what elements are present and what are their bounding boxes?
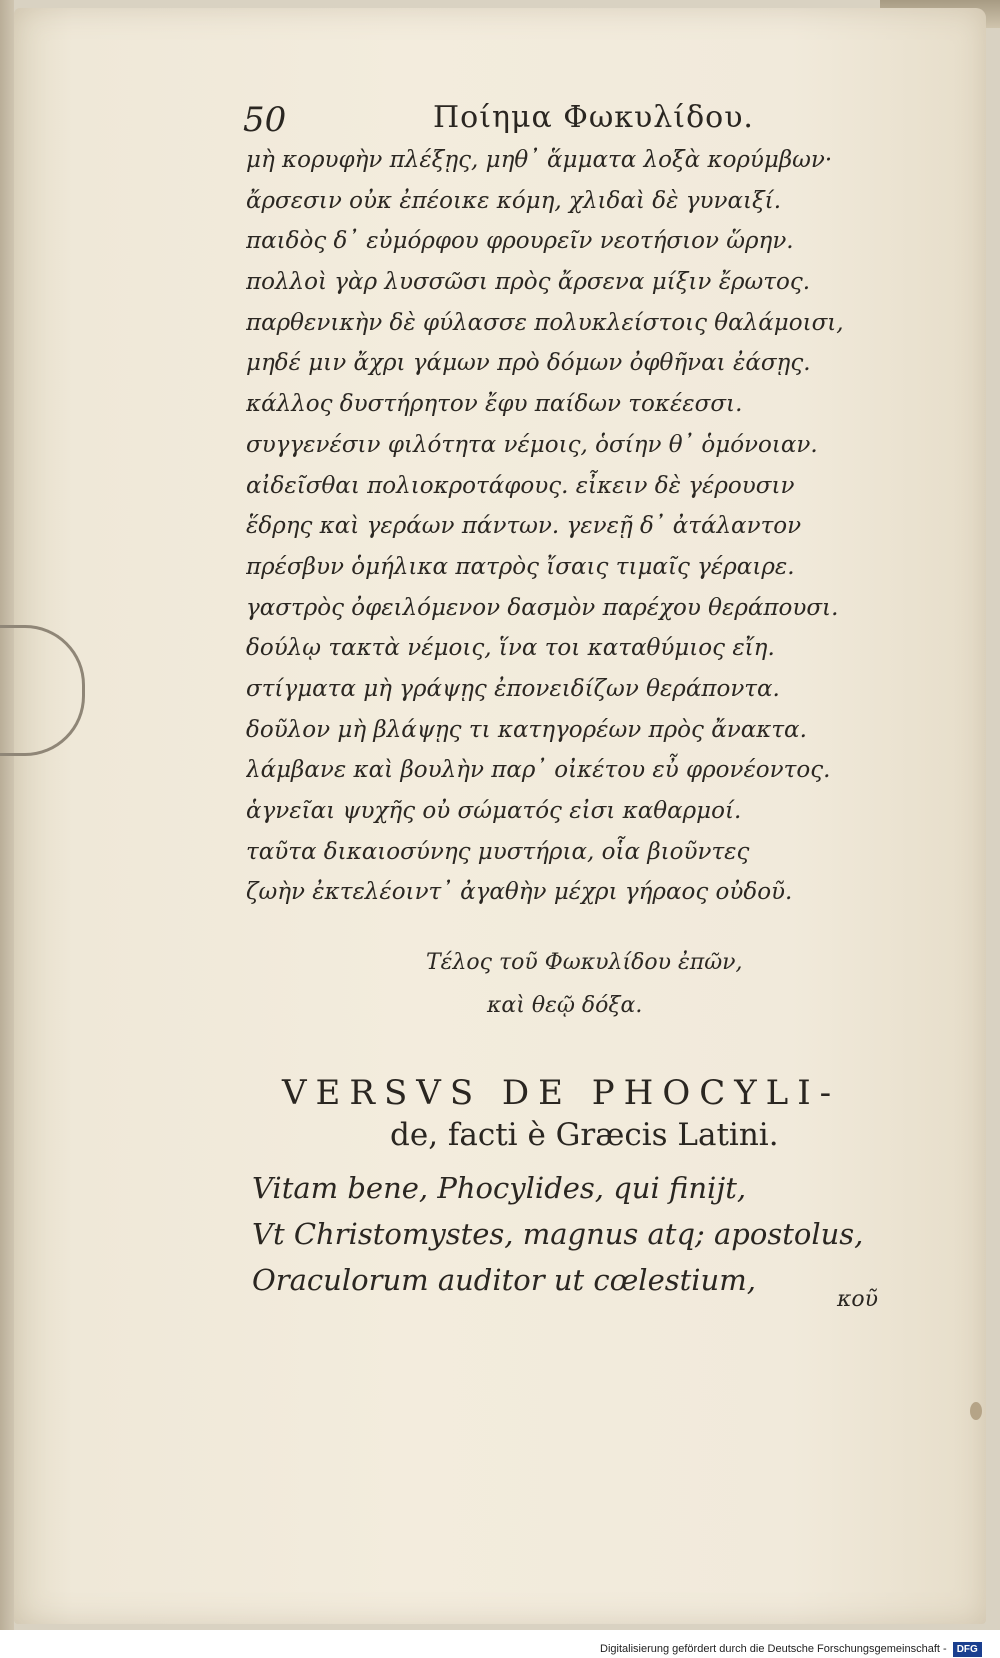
binding-edge (0, 0, 14, 1630)
dfg-logo: DFG (953, 1642, 982, 1657)
greek-verse-line: λάμβανε καὶ βουλὴν παρ᾽ οἰκέτου εὖ φρονέοντος. (246, 757, 831, 784)
greek-verse-line: ταῦτα δικαιοσύνης μυστήρια, οἷα βιοῦντες (246, 838, 750, 865)
latin-verse-block (252, 1165, 892, 1303)
greek-verse-line: στίγματα μὴ γράψῃς ἐπονειδίζων θεράποντα. (246, 675, 780, 702)
catchword: κοῦ (837, 1287, 879, 1312)
latin-verse-line: Vitam bene, Phocylides, qui finijt, (252, 1171, 747, 1205)
greek-verse-line: δούλῳ τακτὰ νέμοις, ἵνα τοι καταθύμιος εἴη. (246, 635, 775, 662)
latin-verse-line: Vt Christomystes, magnus atq; apostolus, (252, 1217, 864, 1251)
greek-verse-line: δοῦλον μὴ βλάψῃς τι κατηγορέων πρὸς ἄνακτα. (246, 716, 807, 743)
greek-verse-line: συγγενέσιν φιλότητα νέμοις, ὁσίην θ᾽ ὁμόνοιαν. (246, 431, 818, 458)
running-head: Ποίημα Φωκυλίδου. (433, 100, 754, 135)
greek-verse-line: πολλοὶ γὰρ λυσσῶσι πρὸς ἄρσενα μίξιν ἔρωτος. (246, 269, 811, 296)
greek-verse-line: μὴ κορυφὴν πλέξῃς, μηθ᾽ ἅμματα λοξὰ κορύμβων· (246, 147, 833, 173)
greek-verse-line: ἄρσεσιν οὐκ ἐπέοικε κόμη, χλιδαὶ δὲ γυναιξί. (246, 187, 782, 214)
greek-verse-line: γαστρὸς ὀφειλόμενον δασμὸν παρέχου θεράπουσι. (246, 594, 839, 621)
paper-stain (970, 1402, 982, 1420)
greek-verse-line: μηδέ μιν ἄχρι γάμων πρὸ δόμων ὀφθῆναι ἐάσῃς. (246, 350, 811, 377)
greek-verse-line: ζωὴν ἐκτελέοιντ᾽ ἀγαθὴν μέχρι γήραος οὐδοῦ. (246, 879, 793, 906)
latin-section-title: VERSVS DE PHOCYLI- (282, 1073, 841, 1113)
greek-verse-line: παρθενικὴν δὲ φύλασσε πολυκλείστοις θαλάμοισι, (246, 309, 844, 336)
greek-verse-line: κάλλος δυστήρητον ἔφυ παίδων τοκέεσσι. (246, 391, 743, 418)
page-number: 50 (243, 100, 287, 140)
greek-verse-line: ἁγνεῖαι ψυχῆς οὐ σώματός εἰσι καθαρμοί. (246, 798, 742, 824)
latin-section-subtitle: de, facti è Græcis Latini. (390, 1117, 779, 1153)
greek-verse-line: πρέσβυν ὁμήλικα πατρὸς ἴσαις τιμαῖς γέραιρε. (246, 553, 795, 580)
greek-verse-line: ἕδρης καὶ γεράων πάντων. γενεῇ δ᾽ ἀτάλαντον (246, 513, 802, 540)
greek-verse-line: παιδὸς δ᾽ εὐμόρφου φρουρεῖν νεοτήσιον ὥρην. (246, 228, 794, 255)
footer-text: Digitalisierung gefördert durch die Deutsche Forschungsgemeinschaft - (600, 1643, 947, 1655)
latin-verse-line: Oraculorum auditor ut cœlestium, (252, 1263, 756, 1297)
colophon-line-2: καὶ θεῷ δόξα. (487, 993, 643, 1018)
colophon-line-1: Τέλος τοῦ Φωκυλίδου ἐπῶν, (426, 950, 743, 975)
greek-verse-line: αἰδεῖσθαι πολιοκροτάφους. εἶκειν δὲ γέρουσιν (246, 472, 795, 499)
greek-verse-block (246, 140, 896, 913)
digitization-footer (600, 1640, 982, 1658)
